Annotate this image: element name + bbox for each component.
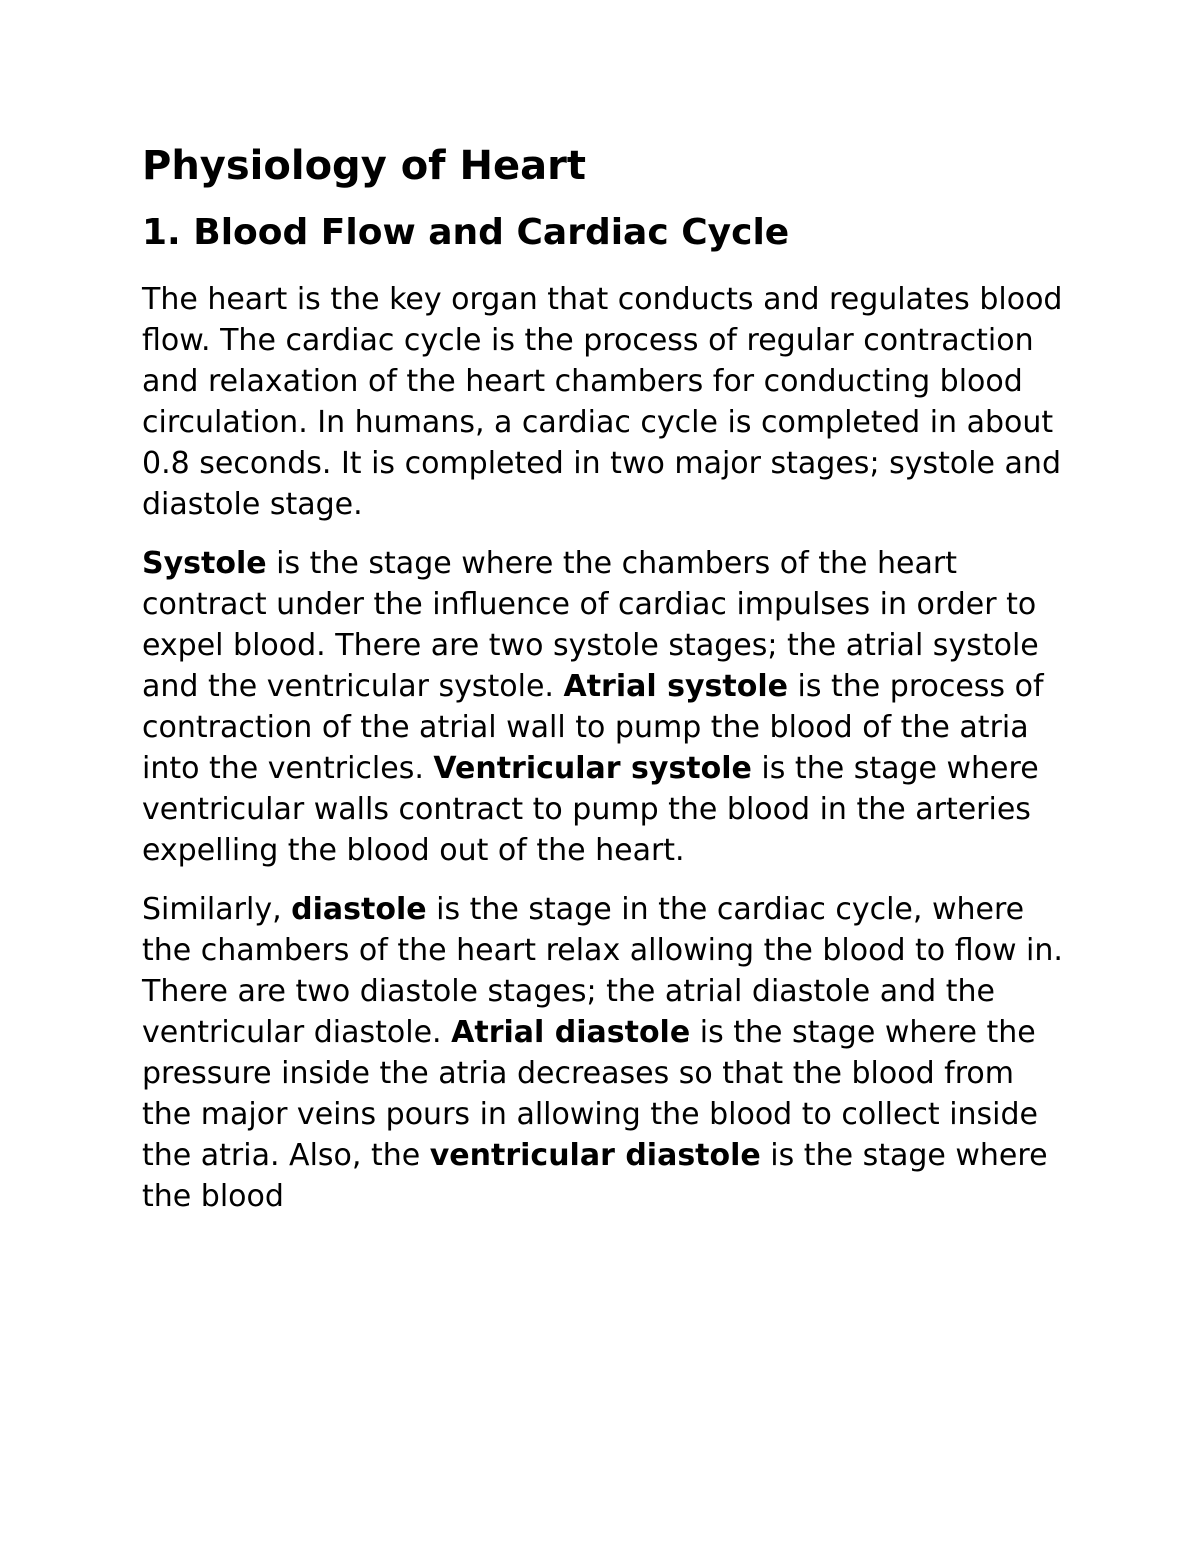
term-systole: Systole <box>142 546 267 581</box>
paragraph-systole <box>142 543 1072 871</box>
paragraph-text: is the stage where ventricular walls contract to pump the blood in the arteries expelling the blood out of the heart. <box>142 751 1039 868</box>
paragraph-text: is the stage where the blood <box>142 1138 1048 1214</box>
term-ventricular-diastole: ventricular diastole <box>429 1138 761 1173</box>
paragraph-text: is the stage in the cardiac cycle, where the chambers of the heart relax allowing the blood to flow in. There are two diastole stages; the atrial diastole and the ventricular diastole. <box>142 892 1063 1050</box>
term-diastole: diastole <box>291 892 427 927</box>
paragraph-text: is the stage where the pressure inside the atria decreases so that the blood from the major veins pours in allowing the blood to collect inside the atria. Also, the <box>142 1015 1039 1173</box>
term-atrial-diastole: Atrial diastole <box>451 1015 691 1050</box>
term-atrial-systole: Atrial systole <box>563 669 788 704</box>
document-title: Physiology of Heart <box>142 143 586 189</box>
document-page <box>142 138 1072 1217</box>
paragraph-text: is the stage where the chambers of the heart contract under the influence of cardiac impulses in order to expel blood. There are two systole stages; the atrial systole and the ventricular systole. <box>142 546 1039 704</box>
paragraph-text: Similarly, <box>142 892 292 927</box>
term-ventricular-systole: Ventricular systole <box>433 751 752 786</box>
paragraph-diastole <box>142 889 1072 1217</box>
paragraph-text: is the process of contraction of the atrial wall to pump the blood of the atria into the ventricles. <box>142 669 1044 786</box>
paragraph-cardiac-cycle: The heart is the key organ that conducts and regulates blood flow. The cardiac cycle is the process of regular contraction and relaxation of the heart chambers for conducting blood circulation. In humans, a cardiac cycle is completed in about 0.8 seconds. It is completed in two major stages; systole and diastole stage. <box>142 282 1063 522</box>
section-heading: 1. Blood Flow and Cardiac Cycle <box>142 212 790 253</box>
